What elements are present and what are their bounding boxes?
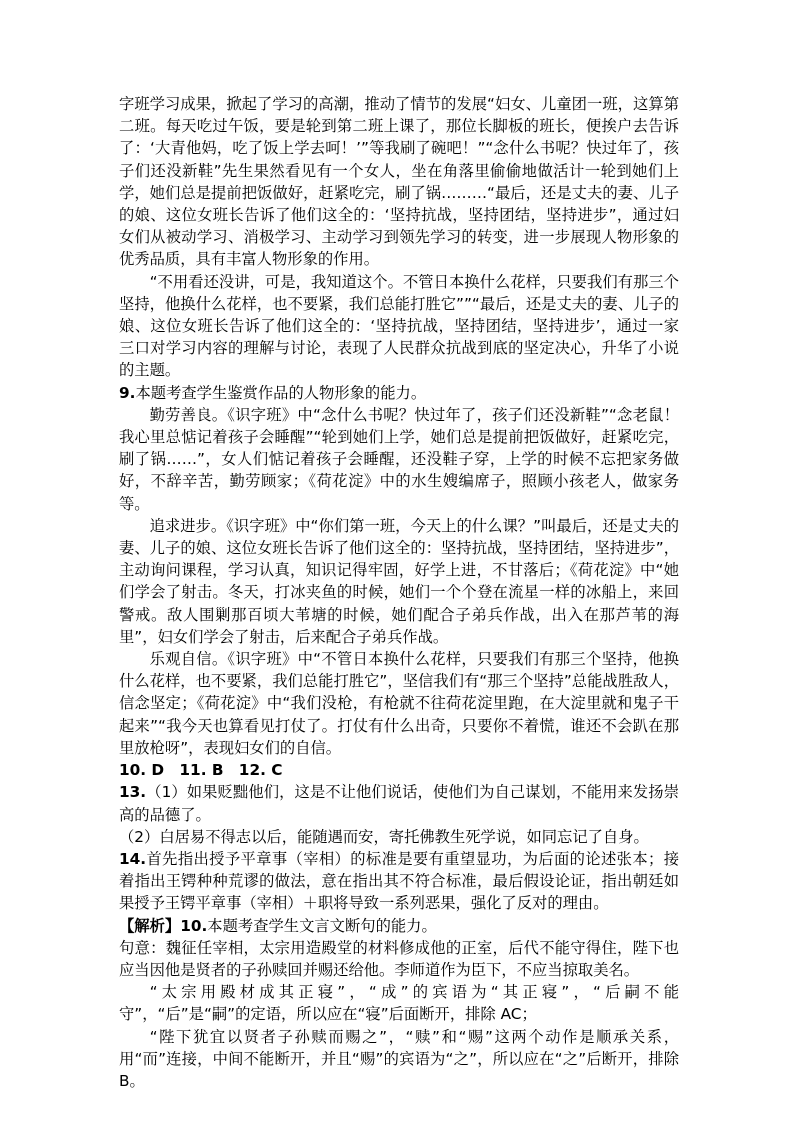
answers-10-12-text: 10. D 11. B 12. C bbox=[119, 761, 283, 780]
paragraph-exclude-b: “陛下犹宜以贤者子孙赎而赐之”，“赎”和“赐”这两个动作是顺承关系，用“而”连接，中间不能断开，并且“赐”的宾语为“之”，所以应在“之”后断开，排除 B。 bbox=[119, 1027, 679, 1090]
paragraph-progress: 追求进步。《识字班》中“你们第一班，今天上的什么课？”叫最后，还是丈夫的妻、儿子的娘、这位女班长告诉了他们这全的：坚持抗战，坚持团结，坚持进步”，主动询问课程，学习认真，知识记得牢固，好学上进，不甘落后；《荷花淀》中“她们学会了射击。冬天，打冰夹鱼的时候，她们一个个登在流星一样的冰船上，来回警戒。敌人围剿那百顷大苇塘的时候，她们配合子弟兵作战，出入在那芦苇的海里”，妇女们学会了射击，后来配合子弟兵作战。 bbox=[119, 516, 679, 646]
analysis-10-label: 【解析】10. bbox=[119, 916, 208, 935]
analysis-10-header bbox=[119, 915, 679, 937]
question-13-part-1-text: （1）如果贬黜他们，这是不让他们说话，使他们为自己谋划，不能用来发扬崇高的品德了。 bbox=[119, 783, 679, 824]
paragraph-sentence-meaning: 句意：魏征任宰相，太宗用造殿堂的材料修成他的正室，后代不能守得住，陛下也应当因他是贤者的子孙赎回并赐还给他。李师道作为臣下，不应当掠取美名。 bbox=[119, 938, 679, 979]
question-13-number: 13. bbox=[119, 783, 147, 802]
paragraph-2: “不用看还没讲，可是，我知道这个。不管日本换什么花样，只要我们有那三个坚持，他换什么花样，也不要紧，我们总能打胜它””“最后，还是丈夫的妻、儿子的娘、这位女班长告诉了他们这全的：‘坚持抗战，坚持团结，坚持进步’，通过一家三口对学习内容的理解与讨论，表现了人民群众抗战到底的坚定决心，升华了小说的主题。 bbox=[119, 272, 679, 380]
paragraph-optimism: 乐观自信。《识字班》中“不管日本换什么花样，只要我们有那三个坚持，他换什么花样，也不要紧，我们总能打胜它”，坚信我们有“那三个坚持”总能战胜敌人，信念坚定；《荷花淀》中“我们没枪，有枪就不往荷花淀里跑，在大淀里就和鬼子干起来”“我今天也算看见打仗了。打仗有什么出奇，只要你不着慌，谁还不会趴在那里放枪呀”，表现妇女们的自信。 bbox=[119, 650, 679, 757]
paragraph-diligent: 勤劳善良。《识字班》中“念什么书呢？快过年了，孩子们还没新鞋”“念老鼠！我心里总惦记着孩子会睡醒”“轮到她们上学，她们总是提前把饭做好，赶紧吃完，刷了锅……”，女人们惦记着孩子会睡醒，还没鞋子穿，上学的时候不忘把家务做好，不辞辛苦，勤劳顾家；《荷花淀》中的水生嫂编席子，照顾小孩老人，做家务等。 bbox=[119, 405, 679, 513]
question-13-part-1 bbox=[119, 781, 679, 825]
analysis-10-text: 本题考查学生文言文断句的能力。 bbox=[207, 916, 437, 935]
question-9-header bbox=[119, 382, 679, 404]
question-9-number: 9. bbox=[119, 383, 136, 402]
paragraph-exclude-ac: “太宗用殿材成其正寝”，“成”的宾语为“其正寝”，“后嗣不能守”，“后”是“嗣”的定语，所以应在“寝”后面断开，排除 AC； bbox=[119, 983, 679, 1024]
paragraph-1: 字班学习成果，掀起了学习的高潮，推动了情节的发展“妇女、儿童团一班，这算第二班。每天吃过午饭，要是轮到第二班上课了，那位长脚板的班长，便挨户去告诉了：‘大青他妈，吃了饭上学去呵！’”等我刷了碗吧！”“念什么书呢？快过年了，孩子们还没新鞋”先生果然看见有一个女人，坐在角落里偷偷地做活计一轮到她们上学，她们总是提前把饭做好，赶紧吃完，刷了锅………“最后，还是丈夫的妻、儿子的娘、这位女班长告诉了他们这全的：‘坚持抗战，坚持团结，坚持进步”，通过妇女们从被动学习、消极学习、主动学习到领先学习的转变，进一步展现人物形象的优秀品质，具有丰富人物形象的作用。 bbox=[119, 95, 679, 269]
answers-10-12 bbox=[119, 759, 679, 781]
question-9-text: 本题考查学生鉴赏作品的人物形象的能力。 bbox=[135, 383, 427, 402]
question-14 bbox=[119, 848, 679, 915]
document-page bbox=[119, 93, 679, 1092]
question-13-part-2: （2）白居易不得志以后，能随遇而安，寄托佛教生死学说，如同忘记了自身。 bbox=[119, 827, 649, 846]
question-14-number: 14. bbox=[119, 849, 147, 868]
question-14-text: 首先指出授予平章事（宰相）的标准是要有重望显功，为后面的论述张本；接着指出王锷种种荒谬的做法，意在指出其不符合标准，最后假设论证，指出朝廷如果授予王锷平章事（宰相）＋职将导致一系列恶果，强化了反对的理由。 bbox=[119, 849, 679, 913]
